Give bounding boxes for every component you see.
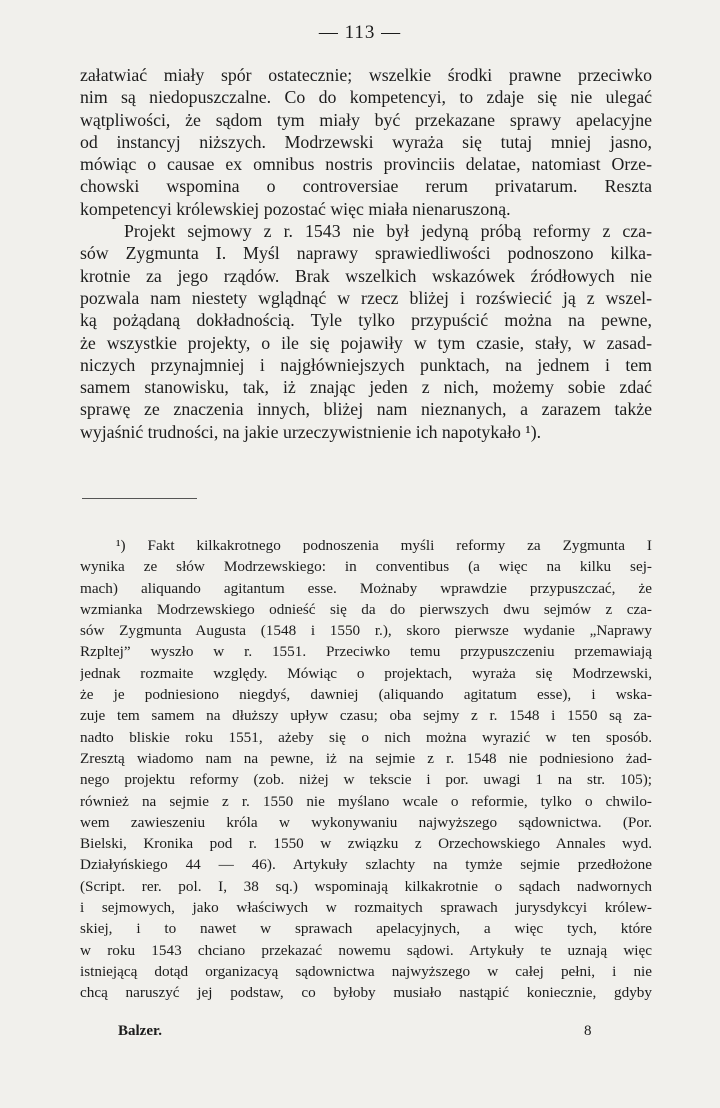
text-line: Działyńskiego 44 — 46). Artykuły szlachty na tymże sejmie przedłożone xyxy=(80,856,652,874)
text-line: wyjaśnić trudności, na jakie urzeczywistnienie ich napotykało ¹). xyxy=(80,421,542,442)
text-line: i sejmowych, jako właściwych w rozmaitych sprawach jurysdykcyi królew- xyxy=(80,899,652,917)
text-line: zuje tem samem na dłuższy upływ czasu; oba sejmy z r. 1548 i 1550 są za- xyxy=(80,707,652,725)
text-line: sów Zygmunta I. Myśl naprawy sprawiedliwości podnoszono kilka- xyxy=(80,243,652,264)
text-line: nim są niedopuszczalne. Co do kompetencyi, to zdaje się nie ulegać xyxy=(80,87,652,108)
text-line: skiej, i to nawet w sprawach apelacyjnych, a więc tych, które xyxy=(80,920,652,938)
author-footer: Balzer. xyxy=(118,1023,163,1039)
text-line: kompetencyi królewskiej pozostać więc miała nienaruszoną. xyxy=(80,198,511,219)
text-line: ¹) Fakt kilkakrotnego podnoszenia myśli reformy za Zygmunta I xyxy=(116,537,652,554)
text-line: w roku 1543 chciano przekazać nowemu sądowi. Artykuły te uznają więc xyxy=(80,941,652,959)
text-line: Rzpltej” wyszło w r. 1551. Przeciwko temu przypuszczeniu przemawiają xyxy=(80,643,652,661)
text-line: pozwala nam niestety wglądnąć w rzecz bliżej i rozświecić ją z wszel- xyxy=(80,287,652,308)
text-line: nadto bliskie roku 1551, ażeby się o nich można wyrazić w ten sposób. xyxy=(80,728,652,746)
text-line: wynika ze słów Modrzewskiego: in conventibus (a więc na kilku sej- xyxy=(80,558,652,576)
text-line: istniejącą dotąd organizacyą sądownictwa najwyższego w całej pełni, i nie xyxy=(80,962,652,980)
page-number: — 113 — xyxy=(318,22,402,43)
text-line: wątpliwości, że sądom tym miały być przekazane sprawy apelacyjne xyxy=(80,109,652,130)
text-line: sów Zygmunta Augusta (1548 i 1550 r.), skoro pierwsze wydanie „Naprawy xyxy=(80,622,652,640)
text-line: że je podniesiono niegdyś, dawniej (aliquando agitatum esse), i wska- xyxy=(80,686,652,704)
text-line: chcą naruszyć jej podstaw, co byłoby musiało nastąpić koniecznie, gdyby xyxy=(80,984,652,1002)
text-line: również na sejmie z r. 1550 nie myślano wcale o reformie, tylko o chwilo- xyxy=(80,792,652,810)
text-line: mówiąc o causae ex omnibus nostris provinciis delatae, natomiast Orze- xyxy=(80,154,652,175)
footnote-text xyxy=(80,535,652,1004)
text-line: wzmianka Modrzewskiego odnieść się da do pierwszych dwu sejmów z cza- xyxy=(80,600,652,618)
signature-mark: 8 xyxy=(584,1023,592,1039)
text-line: ką pożądaną dokładnością. Tyle tylko przypuścić można na pewne, xyxy=(80,310,652,331)
text-line: chowski wspomina o controversiae rerum privatarum. Reszta xyxy=(80,176,652,197)
text-line: Bielski, Kronika pod r. 1550 w związku z Orzechowskiego Annales wyd. xyxy=(80,835,652,853)
text-line: wem zawieszeniu króla w wykonywaniu najwyższego sądownictwa. (Por. xyxy=(80,813,652,831)
text-line: sprawę ze znaczenia innych, bliżej nam nieznanych, a zarazem także xyxy=(80,399,652,420)
text-line: jednak rozmaite względy. Mówiąc o projektach, wyraża się Modrzewski, xyxy=(80,664,652,682)
text-line: że wszystkie projekty, o ile się pojawiły w tym czasie, stały, w zasad- xyxy=(80,332,652,353)
text-line: załatwiać miały spór ostatecznie; wszelkie środki prawne przeciwko xyxy=(80,65,652,85)
text-line: samem stanowisku, tak, iż znając jeden z nich, możemy sobie zdać xyxy=(80,377,652,398)
text-line: Zresztą wiadomo nam na pewne, iż na sejmie z r. 1548 nie podniesiono żad- xyxy=(80,749,652,767)
text-line: (Script. rer. pol. I, 38 sq.) wspominają kilkakrotnie o sądach nadwornych xyxy=(80,877,652,895)
text-line: Projekt sejmowy z r. 1543 nie był jedyną próbą reformy z cza- xyxy=(124,221,652,242)
main-text xyxy=(80,64,652,443)
text-line: od instancyj niższych. Modrzewski wyraża się tutaj mniej jasno, xyxy=(80,131,652,152)
text-line: mach) aliquando agitantum esse. Możnaby wprawdzie przypuszczać, że xyxy=(80,579,652,597)
text-line: krotnie za jego rządów. Brak wszelkich wskazówek źródłowych nie xyxy=(80,265,652,286)
text-line: niczych przynajmniej i najgłówniejszych punktach, na jednem i tem xyxy=(80,354,652,375)
text-line: nego projektu reformy (zob. niżej w tekscie i por. uwagi 1 na str. 105); xyxy=(80,771,652,789)
footnote-separator xyxy=(82,498,197,499)
